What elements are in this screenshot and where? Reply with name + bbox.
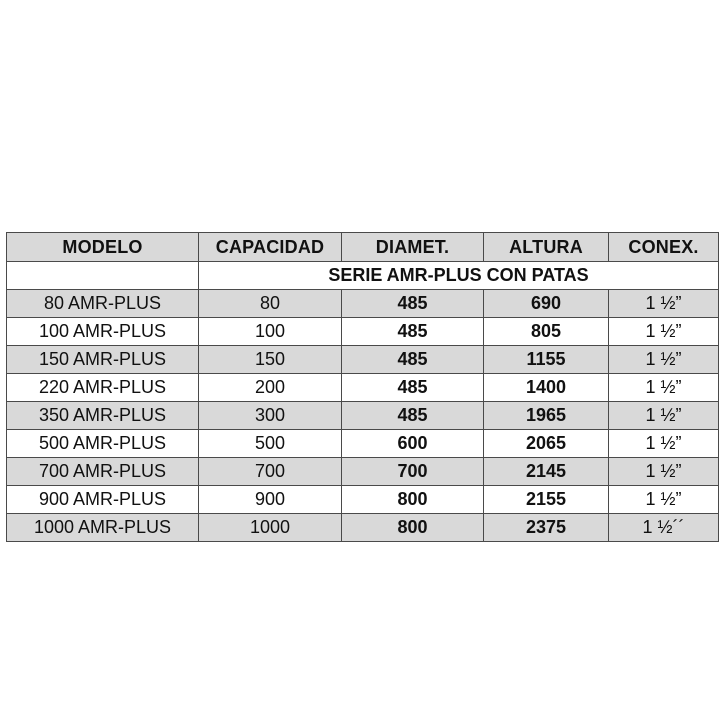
cell-diamet: 485 — [342, 318, 484, 346]
cell-modelo: 350 AMR-PLUS — [7, 402, 199, 430]
cell-diamet: 700 — [342, 458, 484, 486]
cell-conex: 1 ½” — [609, 346, 719, 374]
header-diamet: DIAMET. — [342, 233, 484, 262]
cell-altura: 1965 — [484, 402, 609, 430]
cell-conex: 1 ½” — [609, 458, 719, 486]
cell-conex: 1 ½” — [609, 374, 719, 402]
cell-diamet: 485 — [342, 374, 484, 402]
table-row — [7, 514, 719, 542]
table-row — [7, 318, 719, 346]
cell-diamet: 485 — [342, 346, 484, 374]
cell-capacidad: 200 — [199, 374, 342, 402]
cell-altura: 2065 — [484, 430, 609, 458]
cell-modelo: 220 AMR-PLUS — [7, 374, 199, 402]
cell-capacidad: 300 — [199, 402, 342, 430]
cell-capacidad: 500 — [199, 430, 342, 458]
header-altura: ALTURA — [484, 233, 609, 262]
cell-modelo: 80 AMR-PLUS — [7, 290, 199, 318]
header-capacidad: CAPACIDAD — [199, 233, 342, 262]
cell-altura: 1400 — [484, 374, 609, 402]
cell-diamet: 800 — [342, 486, 484, 514]
spec-table — [6, 232, 719, 542]
cell-modelo: 900 AMR-PLUS — [7, 486, 199, 514]
cell-altura: 2145 — [484, 458, 609, 486]
cell-capacidad: 700 — [199, 458, 342, 486]
cell-capacidad: 1000 — [199, 514, 342, 542]
cell-capacidad: 80 — [199, 290, 342, 318]
cell-capacidad: 900 — [199, 486, 342, 514]
cell-diamet: 485 — [342, 402, 484, 430]
cell-modelo: 150 AMR-PLUS — [7, 346, 199, 374]
cell-conex: 1 ½” — [609, 318, 719, 346]
cell-capacidad: 100 — [199, 318, 342, 346]
table-row — [7, 374, 719, 402]
table-row — [7, 430, 719, 458]
table-row — [7, 458, 719, 486]
cell-modelo: 1000 AMR-PLUS — [7, 514, 199, 542]
series-blank-cell — [7, 262, 199, 290]
cell-diamet: 485 — [342, 290, 484, 318]
cell-conex: 1 ½” — [609, 402, 719, 430]
cell-modelo: 700 AMR-PLUS — [7, 458, 199, 486]
cell-altura: 805 — [484, 318, 609, 346]
cell-conex: 1 ½” — [609, 486, 719, 514]
cell-altura: 690 — [484, 290, 609, 318]
table-row — [7, 346, 719, 374]
table-row — [7, 486, 719, 514]
cell-capacidad: 150 — [199, 346, 342, 374]
cell-modelo: 500 AMR-PLUS — [7, 430, 199, 458]
cell-conex: 1 ½´´ — [609, 514, 719, 542]
cell-conex: 1 ½” — [609, 430, 719, 458]
cell-diamet: 600 — [342, 430, 484, 458]
cell-altura: 1155 — [484, 346, 609, 374]
series-label: SERIE AMR-PLUS CON PATAS — [199, 262, 719, 290]
cell-altura: 2155 — [484, 486, 609, 514]
series-row — [7, 262, 719, 290]
cell-modelo: 100 AMR-PLUS — [7, 318, 199, 346]
cell-diamet: 800 — [342, 514, 484, 542]
cell-conex: 1 ½” — [609, 290, 719, 318]
table-row — [7, 290, 719, 318]
table-row — [7, 402, 719, 430]
header-conex: CONEX. — [609, 233, 719, 262]
header-modelo: MODELO — [7, 233, 199, 262]
header-row — [7, 233, 719, 262]
cell-altura: 2375 — [484, 514, 609, 542]
